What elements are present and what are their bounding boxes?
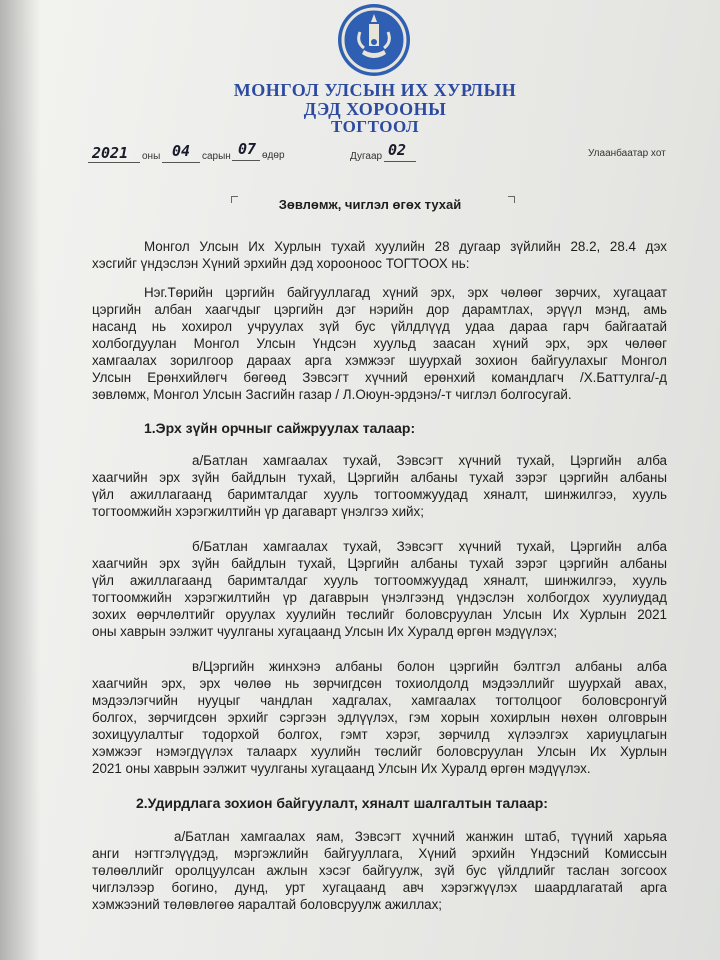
date-day: 07 — [238, 140, 257, 158]
date-year: 2021 — [92, 144, 129, 162]
month-underline — [162, 162, 200, 163]
text-line: зохих өөрчлөлтийг оруулах хуулийн төслийг боловсруулан Улсын Их Хурлын 2021 — [92, 607, 667, 622]
section-one-item-a — [92, 452, 667, 520]
section-two-heading: 2.Удирдлага зохион байгуулалт, хяналт шалгалтын талаар: — [136, 795, 548, 811]
text-line: хаагчийн эрх, эрх чөлөө нь зөрчигдсөн тохиолдолд мэдээллийг шуурхай авах, — [92, 676, 667, 691]
page-shadow — [0, 0, 40, 960]
text-line: хэмжээний төлөвлөгөө яаралтай боловсруулж ажиллах; — [92, 897, 443, 912]
text-line: анги нэгтгэлүүдэд, мэргэжлийн байгууллага, Хүний эрхийн Үндэсний Комиссын — [92, 846, 667, 861]
number-label: Дугаар — [350, 151, 383, 162]
text-line: а/Батлан хамгаалах тухай, Зэвсэгт хүчний тухай, Цэргийн алба — [192, 453, 667, 468]
dateline — [88, 140, 688, 166]
year-underline — [88, 162, 140, 163]
org-name-line2: ДЭД ХОРООНЫ — [303, 99, 447, 119]
document-number: 02 — [388, 141, 407, 159]
text-line: хэмжээг нэмэгдүүлэх талаарх хуулийн төслийг боловсруулан Улсын Их Хурлын — [92, 744, 667, 759]
text-line: үйл ажиллагаанд баримталдаг хууль тогтоомжуудад хяналт, шинжилгээ, хууль — [92, 573, 667, 588]
text-line: хамгаалах зорилгоор дараах арга хэмжээг шуурхай зохион байгуулахыг Монгол — [92, 353, 667, 368]
text-line: а/Батлан хамгаалах яам, Зэвсэгт хүчний жанжин штаб, түүний харьяа — [174, 829, 667, 844]
text-line: зөвлөмж, Монгол Улсын Засгийн газар / Л.Оюун-эрдэнэ/-т чиглэл болгосугай. — [92, 387, 572, 402]
section-one-item-b — [92, 538, 667, 640]
section-one-heading: 1.Эрх зүйн орчныг сайжруулах талаар: — [144, 420, 416, 436]
text-line: хаагчийн эрх зүйн байдлын тухай, Цэргийн албаны тухай зэрэг цэргийн албаны — [92, 556, 667, 571]
date-day-suffix: өдөр — [262, 150, 285, 161]
document-title: Зөвлөмж, чиглэл өгөх тухай — [278, 197, 462, 212]
text-line: хэсгийг үндэслэн Хүний эрхийн дэд хорооноос ТОГТООХ нь: — [92, 256, 470, 271]
text-line: б/Батлан хамгаалах тухай, Зэвсэгт хүчний тухай, Цэргийн алба — [192, 539, 667, 554]
day-underline — [232, 160, 260, 161]
date-year-suffix: оны — [142, 151, 161, 162]
org-name-line1: МОНГОЛ УЛСЫН ИХ ХУРЛЫН — [233, 80, 517, 100]
text-line: Нэг.Төрийн цэргийн байгууллагад хүний эрх, эрх чөлөөг зөрчих, хугацаат — [144, 285, 667, 300]
text-line: хаагчийн эрх зүйн байдлын тухай, Цэргийн албаны тухай зэрэг цэргийн албаны — [92, 470, 667, 485]
section-two-item-a — [92, 828, 667, 913]
text-line: зохицуулалтыг тодорхой болгох, гэмт хэрэг, зөрчилд хүлээлгэх хариуцлагын — [92, 727, 667, 742]
text-line: тогтоомжийн хэрэгжилтийн үр дагаврын үнэлгээнд үндэслэн холбогдох хуулиудад — [92, 590, 667, 605]
text-line: үйл ажиллагаанд баримталдаг хууль тогтоомжуудад хяналт, шинжилгээ, хууль — [92, 487, 667, 502]
text-line: оны хаврын ээлжит чуулганы хугацаанд Улсын Их Хуралд өргөн мэдүүлэх; — [92, 624, 558, 639]
text-line: төлөөллийг оролцуулсан ажлын хэсэг байгуулж, зүй бус үйлдлийг таслан зогсоох — [92, 863, 667, 878]
text-line: Монгол Улсын Их Хурлын тухай хуулийн 28 дугаар зүйлийн 28.2, 28.4 дэх — [144, 239, 667, 254]
text-line: тогтоомжийн хэрэгжилтийн үр дагаварт үнэлгээ хийх; — [92, 504, 424, 519]
paragraph-one — [92, 284, 667, 403]
date-month: 04 — [172, 142, 191, 160]
text-line: в/Цэргийн жинхэнэ албаны болон цэргийн бэлтгэл албаны алба — [192, 659, 667, 674]
text-line: холбогдуулан Монгол Улсын Үндсэн хуульд заасан хүний эрх, эрх чөлөөг — [92, 336, 667, 351]
section-one-item-v — [92, 658, 667, 777]
text-line: Улсын Ерөнхийлөгч бөгөөд Зэвсэгт хүчний ерөнхий командлагч /Х.Баттулга/-д — [92, 370, 667, 385]
number-underline — [384, 161, 416, 162]
text-line: цэргийн албан хаагчдыг цэргийн дэг нэрийн дор дарамтлах, эрүүл мэнд, амь — [92, 302, 667, 317]
text-line: 2021 оны хаврын ээлжит чуулганы хугацаанд Улсын Их Хуралд өргөн мэдүүлэх. — [92, 761, 591, 776]
text-line: насанд нь хохирол учруулах зүй бус үйлдлүүд удаа дараа гарч байгаатай — [92, 319, 667, 334]
date-month-suffix: сарын — [202, 151, 231, 162]
text-line: болгох, зөрчигдсөн эрхийг сэргээн эдлүүлэх, гэм хорын хохирлын нөхөн олговрын — [92, 710, 667, 725]
state-emblem-icon — [336, 2, 412, 78]
intro-paragraph — [92, 238, 667, 272]
city-name: Улаанбаатар хот — [588, 148, 666, 159]
text-line: мэдээлэгчийн нууцыг чандлан хадгалах, хамгаалах тогтолцоог боловсронгуй — [92, 693, 667, 708]
org-name-line3: ТОГТООЛ — [330, 117, 420, 136]
text-line: чиглэлээр богино, дунд, урт хугацаанд авч хэрэгжүүлэх шаардлагатай арга — [92, 880, 667, 895]
